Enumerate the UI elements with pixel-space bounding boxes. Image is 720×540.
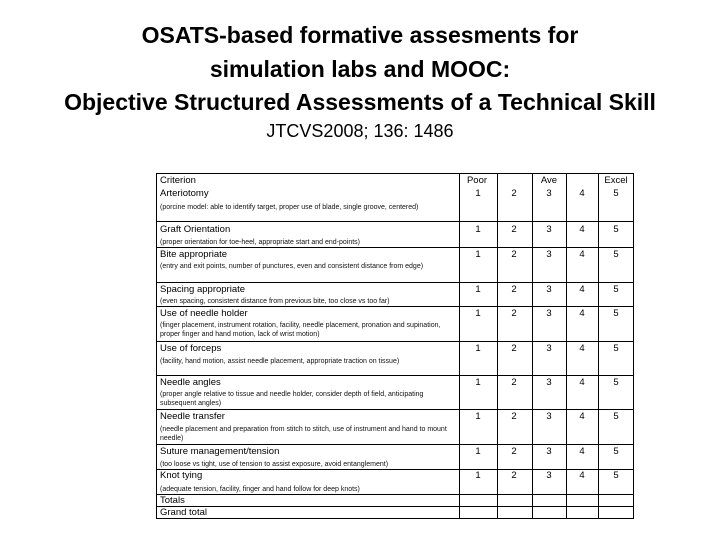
score-cell: 4 [579, 411, 585, 422]
score-cell: 5 [613, 470, 619, 481]
score-cell: 1 [475, 284, 481, 295]
score-cell: 5 [613, 249, 619, 260]
criterion-description: (proper angle relative to tissue and needle holder, consider depth of field, anticipating subsequent angles) [160, 391, 424, 408]
score-cell: 2 [511, 411, 517, 422]
row-divider [157, 247, 633, 248]
score-cell: 1 [475, 446, 481, 457]
criterion-description: (too loose vs tight, use of tension to assist exposure, avoid entanglement) [160, 461, 389, 468]
score-cell: 1 [475, 377, 481, 388]
score-cell: 5 [613, 224, 619, 235]
row-divider [157, 282, 633, 283]
column-divider [497, 174, 498, 518]
score-cell: 3 [546, 377, 552, 388]
title-line-1: OSATS-based formative assesments for [141, 22, 579, 48]
criterion-name: Bite appropriate [160, 249, 228, 260]
title-line-2: simulation labs and MOOC: [209, 56, 511, 82]
score-cell: 5 [613, 343, 619, 354]
header-poor: Poor [466, 175, 488, 186]
row-divider [157, 306, 633, 307]
criterion-name: Spacing appropriate [160, 284, 246, 295]
score-cell: 2 [511, 308, 517, 319]
score-cell: 1 [475, 343, 481, 354]
criterion-description: (facility, hand motion, assist needle placement, appropriate traction on tissue) [160, 358, 400, 365]
criterion-description: (porcine model: able to identify target, proper use of blade, single groove, centered) [160, 204, 419, 211]
score-cell: 3 [546, 411, 552, 422]
row-divider [157, 494, 633, 495]
score-cell: 1 [475, 470, 481, 481]
header-criterion: Criterion [160, 175, 196, 186]
score-cell: 4 [579, 249, 585, 260]
header-excellent: Excel [604, 175, 628, 186]
score-cell: 3 [546, 446, 552, 457]
score-cell: 2 [511, 249, 517, 260]
score-cell: 2 [511, 377, 517, 388]
score-cell: 2 [511, 284, 517, 295]
row-divider [157, 469, 633, 470]
criterion-description: (proper orientation for toe-heel, appropriate start and end-points) [160, 239, 361, 246]
column-divider [532, 174, 533, 518]
criterion-name: Suture management/tension [160, 446, 280, 457]
row-divider [157, 341, 633, 342]
score-cell: 5 [613, 377, 619, 388]
criterion-description: (adequate tension, facility, finger and hand follow for deep knots) [160, 486, 360, 493]
row-divider [157, 444, 633, 445]
score-cell: 3 [546, 284, 552, 295]
criterion-description: (needle placement and preparation from stitch to stitch, use of instrument and hand to mount needle) [160, 426, 447, 443]
score-cell: 5 [613, 188, 619, 199]
score-cell: 3 [546, 470, 552, 481]
column-divider [459, 174, 460, 518]
score-cell: 3 [546, 308, 552, 319]
score-cell: 1 [475, 308, 481, 319]
row-divider [157, 375, 633, 376]
score-cell: 2 [511, 470, 517, 481]
subtitle: JTCVS2008; 136: 1486 [266, 121, 454, 141]
title-line-3: Objective Structured Assessments of a Technical Skill [64, 89, 656, 115]
score-cell: 4 [579, 284, 585, 295]
score-cell: 5 [613, 411, 619, 422]
criterion-name: Use of forceps [160, 343, 222, 354]
criterion-name: Knot tying [160, 470, 203, 481]
score-cell: 4 [579, 308, 585, 319]
score-cell: 5 [613, 446, 619, 457]
score-cell: 3 [546, 343, 552, 354]
score-cell: 4 [579, 224, 585, 235]
criterion-name: Graft Orientation [160, 224, 231, 235]
criterion-name: Needle angles [160, 377, 221, 388]
score-cell: 4 [579, 343, 585, 354]
score-cell: 3 [546, 224, 552, 235]
column-divider [566, 174, 567, 518]
criterion-description: (even spacing, consistent distance from previous bite, too close vs too far) [160, 298, 390, 305]
row-divider [157, 409, 633, 410]
score-cell: 1 [475, 249, 481, 260]
criterion-name: Arteriotomy [160, 188, 209, 199]
score-cell: 2 [511, 446, 517, 457]
osats-table [156, 173, 634, 519]
row-divider [157, 221, 633, 222]
score-cell: 4 [579, 446, 585, 457]
criterion-description: (entry and exit points, number of punctures, even and consistent distance from edge) [160, 263, 424, 270]
grand-total-label: Grand total [160, 507, 207, 518]
header-average: Ave [540, 175, 558, 186]
score-cell: 5 [613, 308, 619, 319]
criterion-description: (finger placement, instrument rotation, facility, needle placement, pronation and supination, proper finger and hand motion, lack of wrist motion) [160, 322, 441, 339]
criterion-name: Use of needle holder [160, 308, 248, 319]
score-cell: 4 [579, 188, 585, 199]
score-cell: 2 [511, 188, 517, 199]
score-cell: 2 [511, 343, 517, 354]
score-cell: 2 [511, 224, 517, 235]
score-cell: 1 [475, 224, 481, 235]
score-cell: 3 [546, 188, 552, 199]
score-cell: 4 [579, 470, 585, 481]
score-cell: 3 [546, 249, 552, 260]
score-cell: 4 [579, 377, 585, 388]
score-cell: 1 [475, 411, 481, 422]
row-divider [157, 506, 633, 507]
column-divider [598, 174, 599, 518]
score-cell: 5 [613, 284, 619, 295]
totals-label: Totals [160, 495, 185, 506]
score-cell: 1 [475, 188, 481, 199]
criterion-name: Needle transfer [160, 411, 225, 422]
